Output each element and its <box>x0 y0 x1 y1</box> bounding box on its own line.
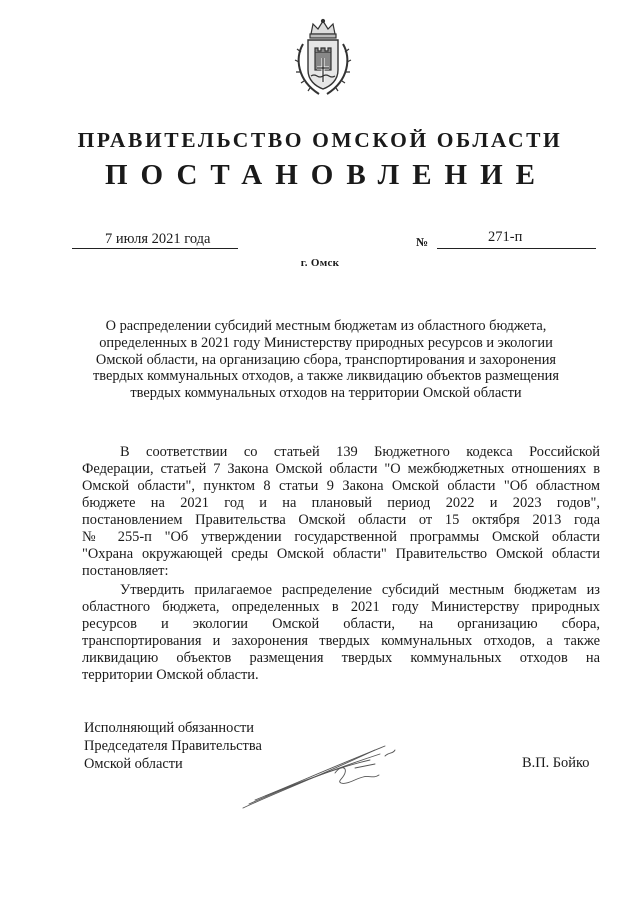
document-number: 271-п <box>488 229 523 245</box>
document-date: 7 июля 2021 года <box>105 231 211 247</box>
subject-line: определенных в 2021 году Министерству природных ресурсов и экологии <box>99 334 553 351</box>
handwritten-signature <box>235 738 405 813</box>
body-line: № 255-п "Об утверждении государственной программы Омской области <box>82 529 600 545</box>
signer-name: В.П. Бойко <box>522 755 590 771</box>
subject-line: твердых коммунальных отходов, а также ликвидацию объектов размещения <box>92 368 560 385</box>
body-line: В соответствии со статьей 139 Бюджетного кодекса Российской <box>120 444 600 460</box>
body-line: ликвидацию объектов размещения твердых коммунальных отходов на <box>82 650 600 666</box>
document-subject <box>84 318 568 402</box>
document-city: г. Омск <box>300 257 340 269</box>
body-line: бюджете на 2021 год и на плановый период 2022 и 2023 годов", <box>82 495 600 511</box>
document-type-title: ПОСТАНОВЛЕНИЕ <box>104 159 548 191</box>
signer-position-line: Председателя Правительства <box>84 738 262 754</box>
body-line: постановляет: <box>82 563 169 579</box>
body-line: "Охрана окружающей среды Омской области" Правительство Омской области <box>82 546 600 562</box>
body-line: территории Омской области. <box>82 667 259 683</box>
subject-line: О распределении субсидий местным бюджетам из областного бюджета, <box>105 318 547 334</box>
number-sign: № <box>416 235 429 249</box>
number-underline <box>437 248 596 249</box>
body-line: постановлением Правительства Омской области от 15 октября 2013 года <box>82 512 600 528</box>
signer-position-line: Исполняющий обязанности <box>84 720 255 736</box>
body-line: Федерации, статьей 7 Закона Омской области "О межбюджетных отношениях в <box>82 461 600 477</box>
body-line: Утвердить прилагаемое распределение субсидий местным бюджетам из <box>120 582 600 598</box>
government-title: ПРАВИТЕЛЬСТВО ОМСКОЙ ОБЛАСТИ <box>77 128 563 152</box>
body-line: транспортирования и захоронения твердых коммунальных отходов, а также <box>82 633 600 649</box>
coat-of-arms-emblem <box>293 18 353 98</box>
signer-position-line: Омской области <box>84 756 183 772</box>
body-line: областного бюджета, определенных в 2021 году Министерству природных <box>82 599 600 615</box>
date-underline <box>72 248 238 249</box>
body-line: Омской области", пунктом 8 статьи 9 Закона Омской области "Об областном <box>82 478 600 494</box>
subject-line: твердых коммунальных отходов на территории Омской области <box>130 385 522 402</box>
body-line: ресурсов и экологии Омской области, на организацию сбора, <box>82 616 600 632</box>
subject-line: Омской области, на организацию сбора, транспортирования и захоронения <box>95 351 557 368</box>
